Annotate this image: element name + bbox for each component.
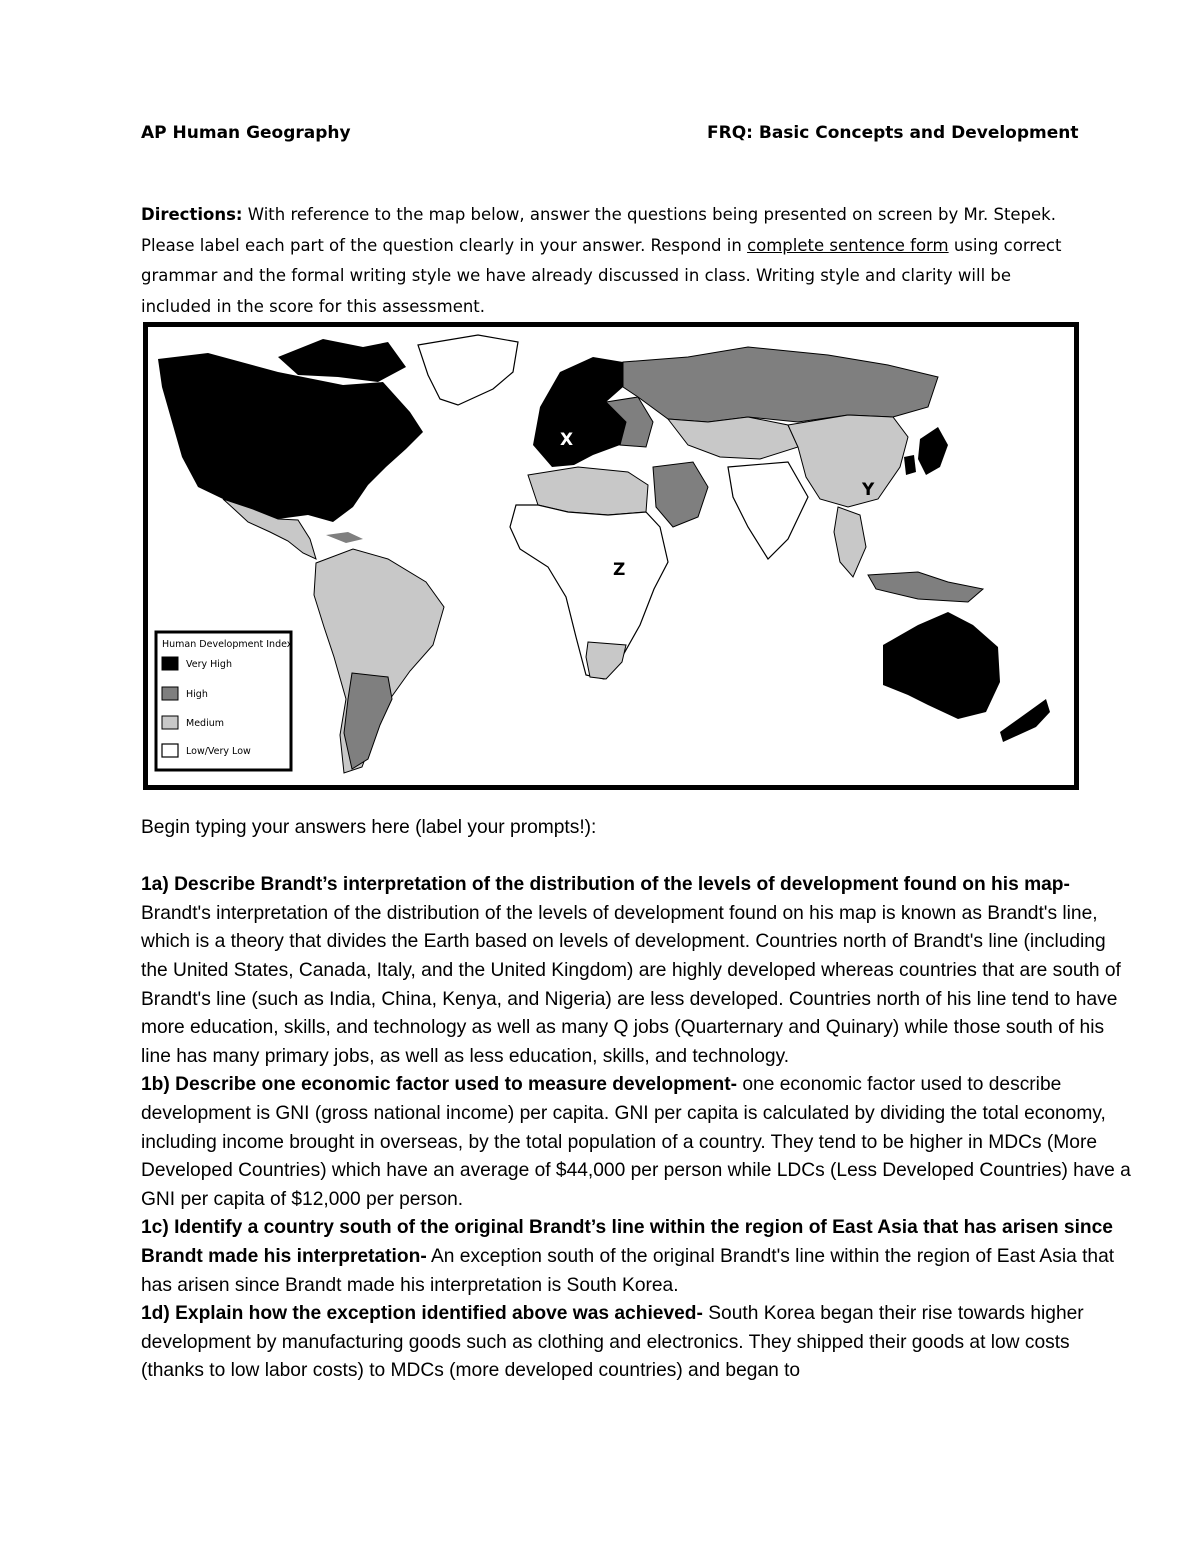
map-legend (156, 632, 293, 770)
directions-label: Directions: (141, 205, 243, 224)
legend-label-medium: Medium (186, 718, 224, 729)
marker-z: Z (613, 560, 626, 580)
prompt-1c: 1c) Identify a country south of the original Brandt’s line within the region of East Asia that has arisen since Brandt made his interpretation- (141, 1217, 1113, 1267)
answer-text-1c: An exception south of the original Brandt's line within the region of East Asia that has arisen since Brandt made his interpretation is South Korea. (141, 1245, 1115, 1296)
answer-1c (141, 1214, 1136, 1300)
legend-swatch-low (162, 744, 178, 757)
directions-paragraph (141, 200, 1071, 322)
prompt-1a: 1a) Describe Brandt’s interpretation of the distribution of the levels of development found on his map- (141, 874, 1070, 896)
answer-text-1d: South Korea began their rise towards higher development by manufacturing goods such as clothing and electronics. They shipped their goods at low costs (thanks to low labor costs) to MDCs (more developed countries) and began to (141, 1303, 1084, 1382)
marker-y: Y (862, 480, 875, 500)
korea-shape (904, 455, 916, 475)
directions-text-1: With reference to the map below, answer the questions being presented on screen by Mr. Stepek. Please label each part of the question clearly in your answer. Respond in (141, 205, 1056, 255)
answer-text-1b: one economic factor used to describe development is GNI (gross national income) per capita. GNI per capita is calculated by dividing the total economy, including income brought in overseas, by the total population of a country. They tend to be higher in MDCs (More Developed Countries) which have an average of $44,000 per person while LDCs (Less Developed Countries) have a GNI per capita of $12,000 per person. (141, 1074, 1131, 1210)
assignment-title: FRQ: Basic Concepts and Development (707, 123, 1079, 143)
legend-swatch-medium (162, 716, 178, 729)
directions-text-2: using correct grammar and the formal writing style we have already discussed in class. Writing style and clarity will be included in the score for this assessment. (141, 235, 1062, 316)
world-map-svg (148, 327, 1074, 785)
answer-1a (141, 871, 1136, 1071)
answers-intro: Begin typing your answers here (label your prompts!): (141, 817, 597, 838)
answers-section[interactable] (141, 814, 1136, 1386)
legend-swatch-very-high (162, 657, 178, 670)
prompt-1b: 1b) Describe one economic factor used to measure development- (141, 1074, 738, 1096)
hdi-world-map (143, 322, 1079, 790)
course-title: AP Human Geography (141, 123, 351, 143)
legend-label-very-high: Very High (186, 659, 232, 670)
legend-label-low: Low/Very Low (186, 746, 251, 757)
answer-1b (141, 1071, 1136, 1214)
prompt-1d: 1d) Explain how the exception identified above was achieved- (141, 1303, 703, 1325)
directions-underlined: complete sentence form (747, 235, 949, 255)
legend-label-high: High (186, 689, 208, 700)
legend-swatch-high (162, 687, 178, 700)
answer-1d (141, 1300, 1136, 1386)
answer-text-1a: Brandt's interpretation of the distribution of the levels of development found on his map is known as Brandt's line, which is a theory that divides the Earth based on levels of development. Countries north of Brandt's line (including the United States, Canada, Italy, and the United Kingdom) are highly developed whereas countries that are south of Brandt's line (such as India, China, Kenya, and Nigeria) are less developed. Countries north of his line tend to have more education, skills, and technology as well as many Q jobs (Quarternary and Quinary) while those south of his line has many primary jobs, as well as less education, skills, and technology. (141, 902, 1121, 1067)
legend-title: Human Development Index (162, 639, 293, 650)
marker-x: X (560, 430, 574, 450)
